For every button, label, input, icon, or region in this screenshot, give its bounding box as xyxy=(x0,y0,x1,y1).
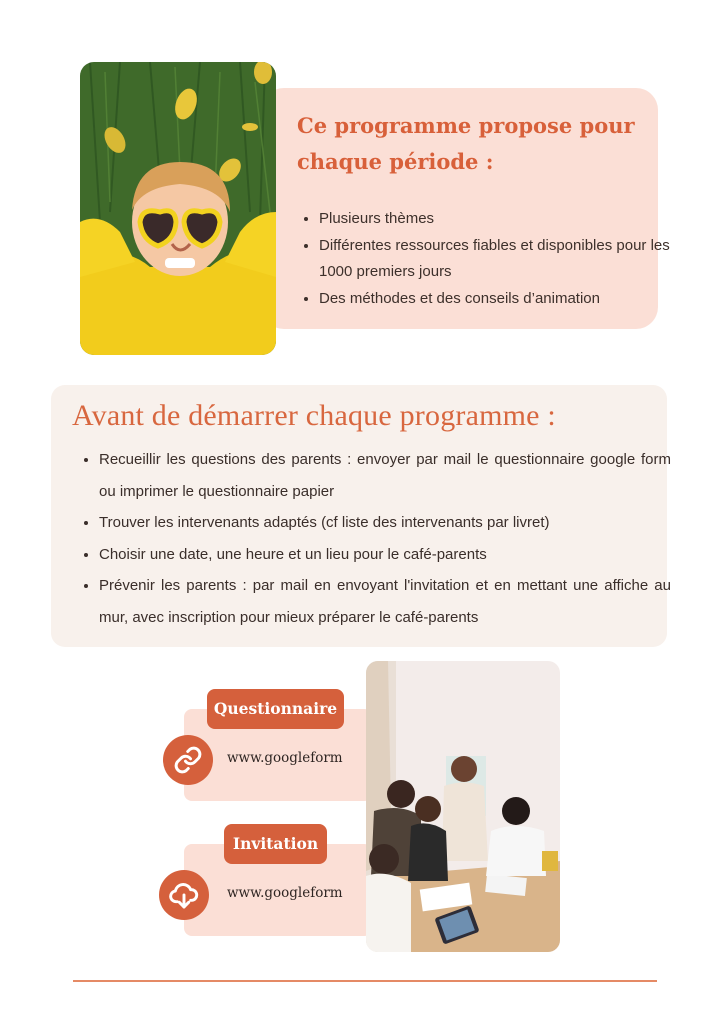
footer-divider xyxy=(73,980,657,982)
list-item: • Prévenir les parents : par mail en envoyant l'invitation et en mettant une affiche au mur, avec inscription pour mieux préparer le café-parents xyxy=(99,570,671,633)
intro-list xyxy=(297,206,679,312)
before-title: Avant de démarrer chaque programme : xyxy=(72,399,556,432)
group-photo xyxy=(366,661,560,952)
list-item: • Plusieurs thèmes xyxy=(319,206,679,233)
questionnaire-url[interactable]: www.googleform xyxy=(227,750,343,766)
child-photo xyxy=(80,62,276,355)
link-icon[interactable] xyxy=(163,735,213,785)
list-item: • Recueillir les questions des parents : envoyer par mail le questionnaire google form ou imprimer le questionnaire papier xyxy=(99,444,671,507)
list-item: • Des méthodes et des conseils d’animation xyxy=(319,286,679,313)
questionnaire-label: Questionnaire xyxy=(207,689,344,729)
cloud-download-icon[interactable] xyxy=(159,870,209,920)
invitation-label: Invitation xyxy=(224,824,327,864)
intro-title: Ce programme propose pour chaque période : xyxy=(297,113,635,174)
list-item: • Choisir une date, une heure et un lieu pour le café-parents xyxy=(99,539,671,571)
list-item: • Trouver les intervenants adaptés (cf liste des intervenants par livret) xyxy=(99,507,671,539)
list-item: • Différentes ressources fiables et disponibles pour les 1000 premiers jours xyxy=(319,233,679,286)
before-list xyxy=(77,444,671,633)
invitation-url[interactable]: www.googleform xyxy=(227,885,343,901)
